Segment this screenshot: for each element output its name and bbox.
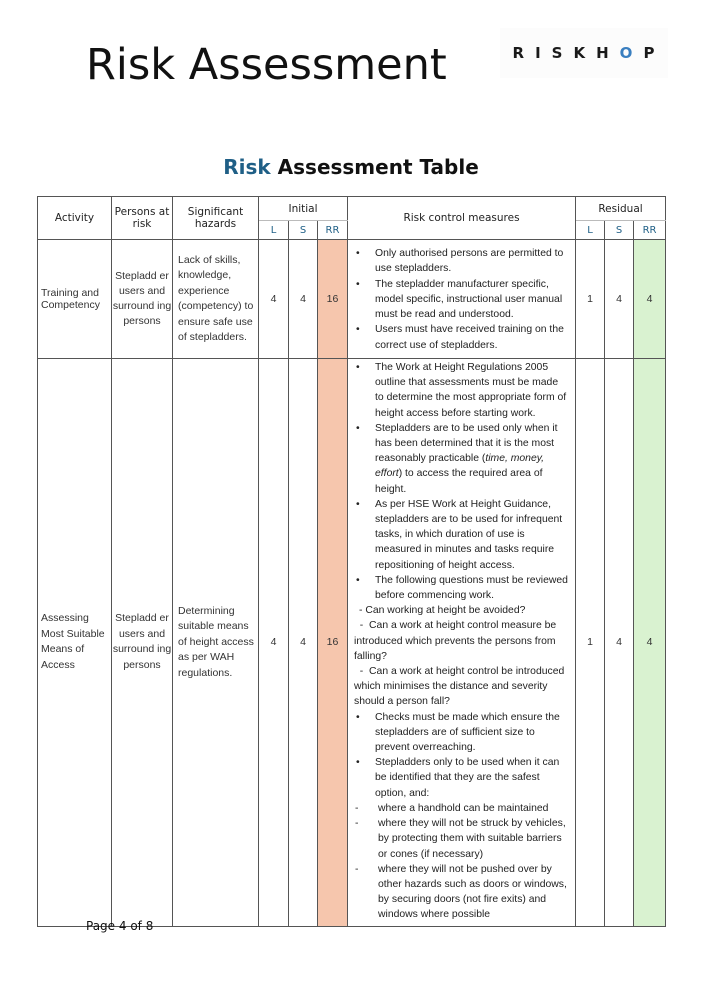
residual-s-cell: 4 <box>605 240 634 359</box>
risk-assessment-table <box>37 196 666 927</box>
header-risk-control-measures: Risk control measures <box>348 197 576 240</box>
dash-icon: - <box>355 863 359 875</box>
section-title-rest: Assessment Table <box>270 155 479 179</box>
measure-item: • Users must have received training on the correct use of stepladders. <box>354 322 569 352</box>
bullet-icon: • <box>356 711 360 723</box>
table-row <box>38 240 666 359</box>
logo-text-suffix: P <box>643 44 666 62</box>
table-row <box>38 359 666 927</box>
bullet-icon: • <box>356 574 360 586</box>
condition-item: - where they will not be struck by vehicles, by protecting them with suitable barriers or cones (if necessary) <box>354 816 569 862</box>
dash-icon: - <box>355 802 359 814</box>
persons-cell: Stepladd er users and surround ing persons <box>112 359 173 927</box>
persons-cell: Stepladd er users and surround ing persons <box>112 240 173 359</box>
header-residual: Residual <box>576 197 666 221</box>
measure-item: • As per HSE Work at Height Guidance, stepladders are to be used for infrequent tasks, in which duration of use is measured in minutes and tasks require repositioning of height access. <box>354 497 569 573</box>
residual-s-cell: 4 <box>605 359 634 927</box>
bullet-icon: • <box>356 757 360 769</box>
measure-item: • Only authorised persons are permitted to use stepladders. <box>354 246 569 276</box>
logo-text-o: O <box>619 44 644 62</box>
measure-item: • Stepladders are to be used only when it has been determined that it is the most reasonably practicable (time, money, effort) to access the required area of height. <box>354 421 569 497</box>
initial-s-cell: 4 <box>289 240 318 359</box>
residual-rr-cell: 4 <box>634 240 666 359</box>
section-title <box>0 155 702 179</box>
question-item: - Can a work at height control be introduced which minimises the distance and severity should a person fall? <box>354 666 568 708</box>
bullet-icon: • <box>356 278 360 290</box>
condition-item: - where they will not be pushed over by other hazards such as doors or windows, by securing doors (not fire exits) and windows where possible <box>354 862 569 923</box>
initial-s-cell: 4 <box>289 359 318 927</box>
measure-item: • The following questions must be reviewed before commencing work. <box>354 573 569 603</box>
header-persons-at-risk: Persons at risk <box>112 197 173 240</box>
activity-cell: Assessing Most Suitable Means of Access <box>38 359 112 927</box>
header-initial: Initial <box>259 197 348 221</box>
header-residual-l: L <box>576 221 605 240</box>
header-activity: Activity <box>38 197 112 240</box>
current-page: 4 <box>118 919 127 933</box>
dash-icon: - <box>355 818 359 830</box>
document-title: Risk Assessment <box>86 40 447 90</box>
initial-l-cell: 4 <box>259 240 289 359</box>
bullet-icon: • <box>356 362 360 373</box>
measure-item: • The stepladder manufacturer specific, model specific, instructional user manual must be read and understood. <box>354 277 569 323</box>
header-significant-hazards: Significant hazards <box>173 197 259 240</box>
bullet-icon: • <box>356 324 360 336</box>
bullet-icon: • <box>356 248 360 260</box>
section-title-accent: Risk <box>223 155 271 179</box>
total-pages: 8 <box>145 919 154 933</box>
riskhop-logo <box>500 28 668 78</box>
question-item: - Can a work at height control measure be introduced which prevents the persons from falling? <box>354 620 560 662</box>
measure-item: • Stepladders only to be used when it can be identified that they are the safest option, and: <box>354 755 569 801</box>
hazards-cell: Lack of skills, knowledge, experience (competency) to ensure safe use of stepladders. <box>173 240 259 359</box>
residual-l-cell: 1 <box>576 359 605 927</box>
logo-text-prefix: RISKH <box>512 44 620 62</box>
activity-cell: Training and Competency <box>38 240 112 359</box>
measures-cell <box>348 359 576 927</box>
header-initial-rr: RR <box>318 221 348 240</box>
initial-l-cell: 4 <box>259 359 289 927</box>
measure-item: • The Work at Height Regulations 2005 outline that assessments must be made to determine the most appropriate form of height access before starting work. <box>354 360 569 421</box>
bullet-icon: • <box>356 422 360 434</box>
header-initial-l: L <box>259 221 289 240</box>
measure-item: • Checks must be made which ensure the stepladders are of sufficient size to prevent overreaching. <box>354 710 569 756</box>
header-residual-s: S <box>605 221 634 240</box>
residual-l-cell: 1 <box>576 240 605 359</box>
residual-rr-cell: 4 <box>634 359 666 927</box>
bullet-icon: • <box>356 498 360 510</box>
initial-rr-cell: 16 <box>318 240 348 359</box>
measures-cell <box>348 240 576 359</box>
question-item: - Can working at height be avoided? <box>359 605 526 617</box>
header-initial-s: S <box>289 221 318 240</box>
condition-item: - where a handhold can be maintained <box>354 801 569 816</box>
header-residual-rr: RR <box>634 221 666 240</box>
initial-rr-cell: 16 <box>318 359 348 927</box>
hazards-cell: Determining suitable means of height access as per WAH regulations. <box>173 359 259 927</box>
page-number: Page 4 of 8 <box>86 919 154 933</box>
